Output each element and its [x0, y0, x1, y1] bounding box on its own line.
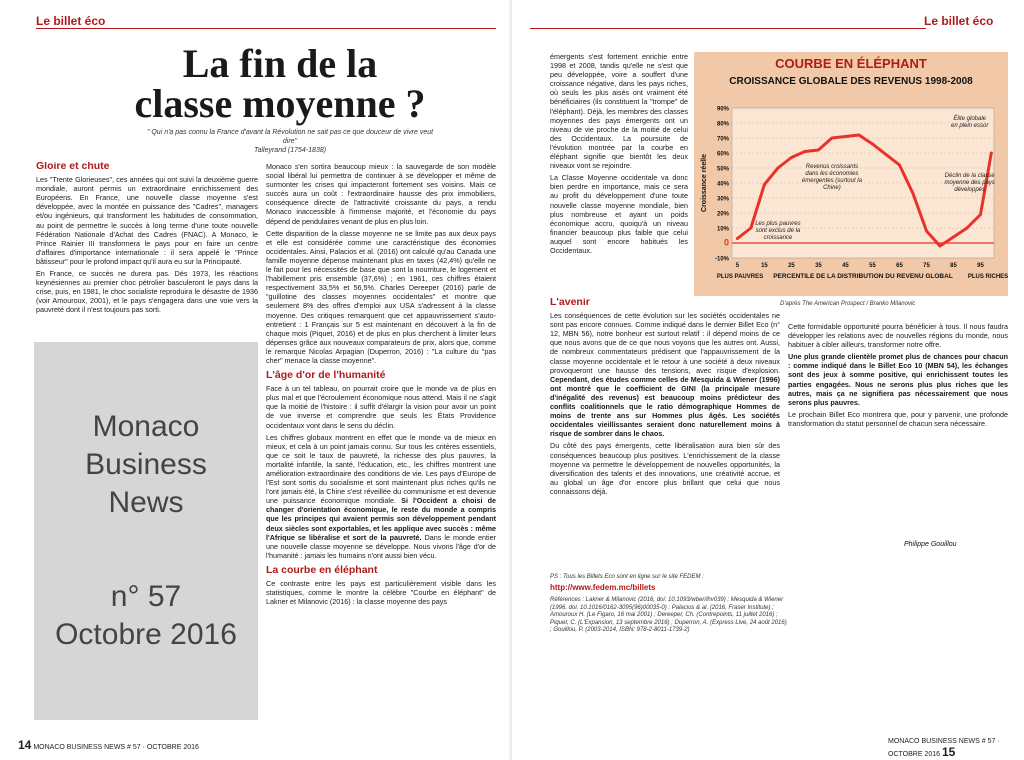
x-tick-label: 45 — [842, 263, 849, 269]
right-column-avenir — [550, 298, 780, 574]
title-line-2: classe moyenne ? — [134, 81, 426, 126]
y-tick-label: 60% — [716, 151, 729, 158]
paragraph: Du côté des pays émergents, cette libéralisation aura bien sûr des conséquences beaucoup plus positives. L'enrichissement de la classe moyenne va permettre le développement de nouvelles opportunités, la diversification des talents et des innovations, une créativité accrue, et au global un âge d'or encore plus brillant que celui que nous connaissons déjà. — [550, 441, 780, 496]
data-point — [898, 164, 901, 167]
page-number-left: 14 — [18, 738, 32, 752]
y-tick-label: 20% — [716, 211, 729, 218]
chart-title: COURBE EN ÉLÉPHANT — [775, 56, 927, 71]
paragraph-text: Dans le monde entier une nouvelle classe moyenne se développe. Nous vivons l'âge d'or de l'humanité : jamais les humains n'ont aussi bien vécu. — [266, 532, 496, 560]
bold-text: Cependant, des études comme celles de Mesquida & Wiener (1996) ont montré que le coefficient de GINI (la principale mesure d'inégalité des revenus) est beaucoup moins prédicteur des conflits coalitionnels que le ratio démographique Hommes de moins de trente ans sur Hommes plus âgés. Les sociétés occidentales vieillissantes seraient donc naturellement moins à risque de sombrer dans le chaos. — [550, 374, 780, 439]
bold-text: Si l'Occident a choisi de changer d'orientation économique, le reste du monde a compris que les principes qui avaient permis son développement pendant deux siècles sont exportables, et les applique avec succès : même l'Afrique se libéralise et sort de la pauvreté. — [266, 496, 496, 542]
data-point — [925, 230, 928, 233]
reference-list: Références : Lakner & Milanovic (2016, doi: 10.1093/wber/lhv039) ; Mesquida & Wiener (1996, doi: 10.1016/0162-3095(96)00035-0) ; Palacios & al. (2016, Fraser Institute) ; Amouroux H. (Le Figaro, 16 mai 2001) ; Dereeper, Ch. (Contrepoints, 11 juillet 2016) ; Piquet, C. (L'Expansion, 13 septembre 2016) ; Duperron, A. (Express Live, 24 août 2016) ; Gouillou, P. (2003-2014, ISBN: 978-2-8011-1739-2) — [550, 597, 787, 633]
y-tick-label: 10% — [716, 226, 729, 233]
x-axis-label: PERCENTILE DE LA DISTRIBUTION DU REVENU GLOBAL — [773, 273, 953, 280]
chart-subtitle: CROISSANCE GLOBALE DES REVENUS 1998-2008 — [729, 76, 973, 87]
promo-line-4: n° 57 — [110, 580, 182, 613]
data-point — [763, 183, 766, 186]
y-tick-label: 70% — [716, 136, 729, 143]
chart-svg — [694, 52, 1008, 296]
signature: Philippe Gouillou — [904, 541, 957, 548]
data-point — [966, 227, 969, 230]
data-point — [817, 149, 820, 152]
section-heading-age-or: L'âge d'or de l'humanité — [266, 369, 386, 382]
footer-right — [888, 738, 1024, 759]
rubric-right: Le billet éco — [924, 14, 994, 28]
right-column-1 — [550, 52, 688, 296]
rubric-rule-left — [36, 28, 496, 29]
y-tick-label: 40% — [716, 181, 729, 188]
x-tick-label: 55 — [869, 263, 876, 269]
x-axis-left-label: PLUS PAUVRES — [716, 274, 764, 280]
y-tick-label: 90% — [716, 106, 729, 113]
paragraph — [550, 311, 780, 438]
epigraph — [140, 128, 440, 155]
x-tick-label: 65 — [896, 263, 903, 269]
data-point — [990, 152, 993, 155]
paragraph: Ce contraste entre les pays est particulièrement visible dans les statistiques, comme le montre la célèbre "Courbe en éléphant" de Lakner et Milanovic (2016) : la classe moyenne des pays — [266, 579, 496, 607]
annotation-emerging: Revenus croissants dans les économies émergentes (surtout la Chine) — [801, 164, 862, 191]
article-title — [110, 41, 450, 126]
x-tick-label: 75 — [923, 263, 930, 269]
paragraph: Cette formidable opportunité pourra bénéficier à tous. Il nous faudra développer les relations avec de nouvelles régions du monde, nous habituer à cibler ailleurs, transformer notre offre. — [788, 322, 1008, 350]
references — [550, 574, 790, 635]
chart-credit: D'après The American Prospect / Branko Milanovic — [780, 301, 916, 307]
x-tick-label: 85 — [950, 263, 957, 269]
right-column-2 — [788, 322, 1008, 542]
y-axis-label: Croissance réelle — [701, 154, 708, 212]
y-tick-label: 30% — [716, 196, 729, 203]
footer-left — [18, 738, 199, 752]
annotation-elite: Élite globale en plein essor — [951, 116, 989, 129]
left-column-1 — [36, 162, 258, 338]
y-tick-label: 0 — [723, 237, 729, 248]
x-axis-right-label: PLUS RICHES — [967, 274, 1008, 280]
data-point — [750, 227, 753, 230]
paragraph: Cette disparition de la classe moyenne ne se limite pas aux deux pays et elle est considérée comme une caractéristique des économies occidentales. Ainsi, Palacios et al. (2016) ont calculé qu'au Canada une famille moyenne dépense maintenant plus en taxes (42,4%) qu'elle ne le fait pour les nécessités de base que sont la nourriture, le logement et l'habillement pris ensemble (37,6%) ; en 1961, ces chiffres étaient respectivement 33,5% et 56,5%. Charles Dereeper (2016) parle de "guillotine des classes moyennes occidentales" et montre que seulement 8% des offres d'emploi aux USA s'adressent à la classe moyenne. Des critiques remarquent que cet appauvrissement s'auto-entretient : 1 Français sur 5 est maintenant en découvert à la fin de chaque mois (Piquet, 2016) et de plus en plus cherchent à limiter leurs dépenses grâce aux nouveaux comparateurs de prix, alors que, comme le remarque Nicolas Arpagian (Duperron, 2016) : "La culture du "pas cher" menace la classe moyenne". — [266, 228, 496, 365]
paragraph: En France, ce succès ne durera pas. Dès 1973, les réactions keynésiennes au premier choc pétrolier basculeront le pays dans la crise, puis, en 1981, le choc socialiste reproduira le désastre de 1936 (voir Amouroux, 2001), et le pays s'engagera dans une voie vers la pauvreté dont il n'est toujours pas sorti. — [36, 269, 258, 315]
epigraph-quote: " Qui n'a pas connu la France d'avant la Révolution ne sait pas ce que douceur de vivre veut dire" — [146, 129, 434, 145]
data-point — [790, 156, 793, 159]
annotation-poorest: Les plus pauvres sont exclus de la croissance — [755, 221, 801, 241]
data-point — [858, 134, 861, 137]
paragraph: Les "Trente Glorieuses", ces années qui ont suivi la deuxième guerre mondiale, auront permis un extraordinaire enrichissement des Européens. En France, une nouvelle classe moyenne s'est développée, avec la montée en puissance des "Cadres", managers et/ou ingénieurs, qui transforment les habitudes de consommation, au point de permettre le succès à long terme d'une toute nouvelle Fédération Nationale d'Achat des Cadres (FNAC). A Monaco, le Prince Rainier III transformera le pays pour en faire un centre d'affaires d'importance internationale : il sera appelé le "Prince bâtisseur" pour le profond impact qu'il aura eu sur la Principauté. — [36, 175, 258, 266]
data-point — [912, 192, 915, 195]
left-column-2 — [266, 162, 496, 732]
promo-line-2: Business — [85, 448, 207, 481]
data-point — [777, 167, 780, 170]
x-tick-label: 15 — [761, 263, 768, 269]
promo-box — [34, 342, 258, 720]
paragraph: Monaco s'en sortira beaucoup mieux : la sauvegarde de son modèle social libéral lui permettra de continuer à se développer et même de surmonter les crises qui impacteront fortement ses voisins. Mais ce succès aura un coût : l'extraordinaire hausse des prix immobiliers, conséquence directe de l'attractivité croissante du pays, a rendu Monaco inaccessible à l'immense majorité, et l'économie du pays dépend de pendulaires venant de plus en plus loin. — [266, 162, 496, 226]
paragraph-text: Les conséquences de cette évolution sur les sociétés occidentales ne sont pas encore connues. Comme indiqué dans le dernier Billet Eco (n° 12, MBN 56), notre bonheur est surtout relatif : il dépend moins de ce que nous avons que de ce que nous voyons que les autres ont. Aussi, de nombreux commentateurs prédisent que l'appauvrissement de la classe moyenne occidentale et le retour à une société à deux niveaux provoqueront une hausse des tensions, avec risque d'explosion. — [550, 311, 780, 375]
data-point — [939, 245, 942, 248]
promo-line-5: Octobre 2016 — [55, 618, 237, 651]
x-tick-label: 5 — [735, 263, 740, 269]
data-point — [979, 213, 982, 216]
data-point — [804, 150, 807, 153]
paragraph — [266, 433, 496, 560]
rubric-rule-right — [530, 28, 926, 29]
paragraph: émergents s'est fortement enrichie entre 1998 et 2008, tandis qu'elle ne s'est que peu développée, voire a souffert d'une croissance négative, dans les pays riches, où seuls les plus aisés ont vraiment été bénéficiaires (ils constituent la "trompe" de l'éléphant). Déjà, les membres des classes moyennes des pays émergents ont un niveau de vie proche de la moitié de celui des Occidentaux. La poursuite de l'évolution montrée par la courbe en éléphant signifie que bientôt les deux niveaux vont se rejoindre. — [550, 52, 688, 171]
right-page — [512, 0, 1024, 760]
rubric-left: Le billet éco — [36, 14, 106, 28]
paragraph: Face à un tel tableau, on pourrait croire que le monde va de plus en plus mal et que l'écroulement économique nous attend. Mais il ne s'agit que la moitié de l'histoire : il suffit d'élargir la vision pour avoir un point de vue inverse et comprendre que seuls les États Providence occidentaux vont dans le sens du déclin. — [266, 384, 496, 430]
section-heading-courbe: La courbe en éléphant — [266, 563, 378, 576]
promo-line-3: News — [108, 486, 184, 519]
x-tick-label: 95 — [977, 263, 984, 269]
footer-label-left: MONACO BUSINESS NEWS # 57 · OCTOBRE 2016 — [33, 744, 199, 751]
data-point — [736, 237, 739, 240]
data-point — [885, 153, 888, 156]
data-point — [871, 143, 874, 146]
page-number-right: 15 — [941, 745, 956, 759]
epigraph-author: Talleyrand (1754-1838) — [253, 147, 327, 154]
y-tick-label: 50% — [716, 166, 729, 173]
y-tick-label: 80% — [716, 121, 729, 128]
x-tick-label: 35 — [815, 263, 822, 269]
paragraph: Le prochain Billet Eco montrera que, pour y parvenir, une profonde transformation du statut personnel de chacun sera nécessaire. — [788, 409, 1008, 428]
data-point — [952, 236, 955, 239]
section-heading-gloire: Gloire et chute — [36, 162, 110, 172]
ps-note: PS : Tous les Billets Eco sont en ligne sur le site FEDEM : — [550, 574, 704, 580]
fedem-link[interactable]: http://www.fedem.mc/billets — [550, 582, 656, 592]
section-heading-avenir: L'avenir — [550, 298, 590, 308]
footer-label-right: MONACO BUSINESS NEWS # 57 · OCTOBRE 2016 — [888, 738, 1000, 758]
paragraph-text: Les chiffres globaux montrent en effet que le monde va de mieux en mieux, et cela à un point jamais connu. Sur tous les critères essentiels, que ce soit le taux de pauvreté, la richesse des plus pauvres, la mortalité infantile, la santé, l'éducation, etc., les chiffres montrent une amélioration extraordinaire des conditions de vie. Les pays d'Europe de l'Est sont sortis du socialisme et sont maintenant plus riches qu'ils ne l'ont jamais été, la Chine s'est réveillée du communisme et est devenue une puissance économique mondiale. — [266, 432, 496, 506]
promo-line-1: Monaco — [92, 410, 200, 443]
title-line-1: La fin de la — [182, 41, 378, 86]
paragraph: La Classe Moyenne occidentale va donc bien perdre en importance, mais ce sera au profit du développement d'une toute nouvelle classe moyenne mondiale, bien plus nombreuse et ayant un poids économique accru, quoiqu'à un niveau financier beaucoup plus faible que celui auquel sont encore habitués les Occidentaux. — [550, 173, 688, 255]
x-tick-label: 25 — [788, 263, 795, 269]
annotation-decline: Déclin de la classe moyenne des pays développés — [944, 173, 995, 193]
bold-paragraph: Une plus grande clientèle promet plus de chances pour chacun : comme indiqué dans le Billet Eco 10 (MBN 54), les échanges sont des jeux à somme positive, qui enrichissent toutes les parties engagées. Nous ne serons plus plus riches que les autres, mais ça ne signifiera pas nécessairement que nous serons plus pauvres. — [788, 352, 1008, 407]
y-tick-label: -10% — [714, 256, 729, 263]
elephant-chart — [694, 52, 1008, 296]
data-point — [844, 135, 847, 138]
data-point — [831, 137, 834, 140]
